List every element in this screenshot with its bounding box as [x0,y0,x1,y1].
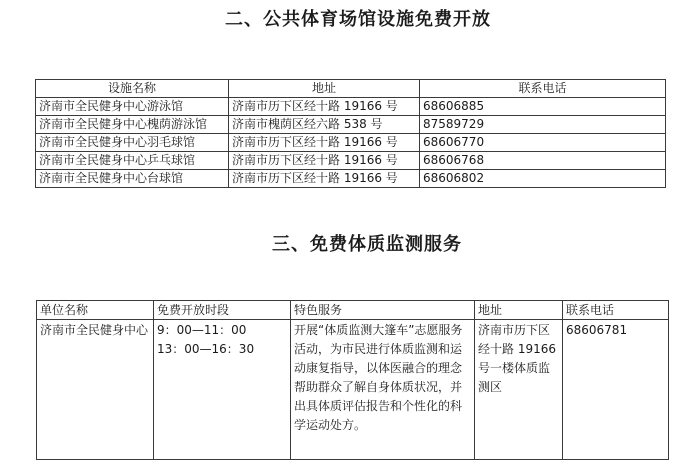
unit-phone: 68606781 [563,320,669,460]
open-hours: 9：00—11：00 13：00—16：30 [154,320,291,460]
column-header-phone: 联系电话 [563,301,669,320]
column-header-phone: 联系电话 [420,80,666,98]
column-header-address: 地址 [475,301,563,320]
facility-address: 济南市槐荫区经六路 538 号 [229,116,420,134]
facility-phone: 68606770 [420,134,666,152]
column-header-hours: 免费开放时段 [154,301,291,320]
table-row [36,152,666,170]
facility-name: 济南市全民健身中心乒乓球馆 [36,152,229,170]
featured-service: 开展“体质监测大篷车”志愿服务活动，为市民进行体质监测和运动康复指导，以体医融合的理念帮助群众了解自身体质状况，并出具体质评估报告和个性化的科学运动处方。 [291,320,475,460]
table-row [36,134,666,152]
table-header-row [37,301,669,320]
section-title-facilities: 二、公共体育场馆设施免费开放 [225,9,491,30]
facility-name: 济南市全民健身中心羽毛球馆 [36,134,229,152]
facility-name: 济南市全民健身中心台球馆 [36,170,229,188]
table-row [36,116,666,134]
facility-address: 济南市历下区经十路 19166 号 [229,152,420,170]
column-header-service: 特色服务 [291,301,475,320]
facility-address: 济南市历下区经十路 19166 号 [229,134,420,152]
facility-address: 济南市历下区经十路 19166 号 [229,170,420,188]
facility-address: 济南市历下区经十路 19166 号 [229,98,420,116]
unit-name: 济南市全民健身中心 [37,320,154,460]
facility-phone: 87589729 [420,116,666,134]
unit-address: 济南市历下区经十路 19166号一楼体质监测区 [475,320,563,460]
facilities-table [35,79,666,188]
facility-phone: 68606802 [420,170,666,188]
column-header-address: 地址 [229,80,420,98]
table-row [36,98,666,116]
table-row [36,170,666,188]
column-header-unit: 单位名称 [37,301,154,320]
fitness-testing-table [36,300,669,460]
facility-phone: 68606885 [420,98,666,116]
table-row [37,320,669,460]
section-title-fitness-testing: 三、免费体质监测服务 [272,234,462,255]
facility-phone: 68606768 [420,152,666,170]
table-header-row [36,80,666,98]
column-header-facility: 设施名称 [36,80,229,98]
facility-name: 济南市全民健身中心游泳馆 [36,98,229,116]
facility-name: 济南市全民健身中心槐荫游泳馆 [36,116,229,134]
